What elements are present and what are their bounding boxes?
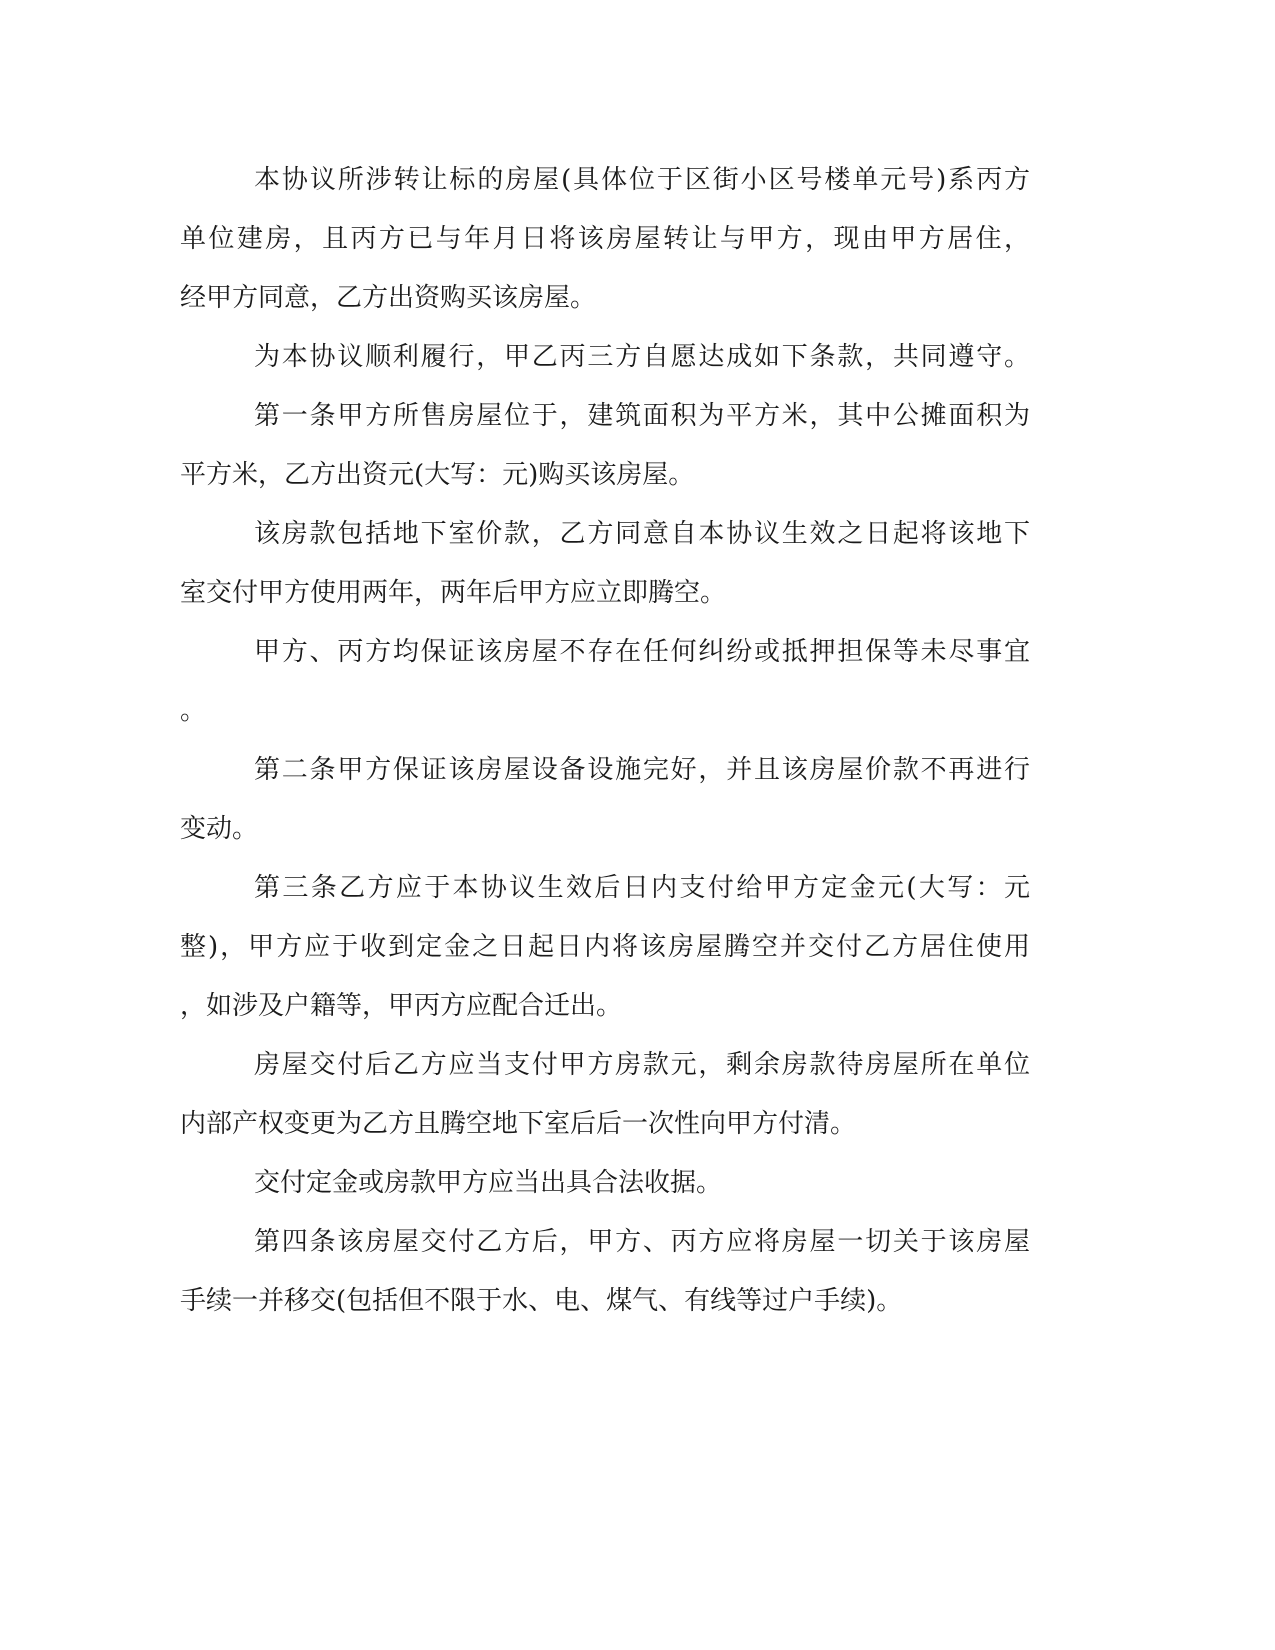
paragraph-line: 单位建房，且丙方已与年月日将该房屋转让与甲方，现由甲方居住， bbox=[180, 224, 1030, 254]
paragraph-line: 第二条甲方保证该房屋设备设施完好，并且该房屋价款不再进行 bbox=[254, 755, 1030, 785]
paragraph-line: 第一条甲方所售房屋位于，建筑面积为平方米，其中公摊面积为 bbox=[254, 401, 1030, 431]
paragraph-line: 内部产权变更为乙方且腾空地下室后后一次性向甲方付清。 bbox=[180, 1109, 857, 1139]
document-body bbox=[180, 151, 1030, 1331]
paragraph-line: 变动。 bbox=[180, 814, 259, 844]
paragraph-line: 平方米，乙方出资元(大写：元)购买该房屋。 bbox=[180, 460, 695, 490]
paragraph-line: 室交付甲方使用两年，两年后甲方应立即腾空。 bbox=[180, 578, 727, 608]
paragraph-line: 手续一并移交(包括但不限于水、电、煤气、有线等过户手续)。 bbox=[180, 1286, 903, 1316]
paragraph-line: 甲方、丙方均保证该房屋不存在任何纠纷或抵押担保等未尽事宜 bbox=[254, 637, 1030, 667]
paragraph-line: 房屋交付后乙方应当支付甲方房款元，剩余房款待房屋所在单位 bbox=[254, 1050, 1030, 1080]
paragraph-line: 为本协议顺利履行，甲乙丙三方自愿达成如下条款，共同遵守。 bbox=[254, 342, 1030, 372]
paragraph-line: 第三条乙方应于本协议生效后日内支付给甲方定金元(大写：元 bbox=[254, 873, 1030, 903]
paragraph-line: 该房款包括地下室价款，乙方同意自本协议生效之日起将该地下 bbox=[254, 519, 1030, 549]
paragraph-line: 第四条该房屋交付乙方后，甲方、丙方应将房屋一切关于该房屋 bbox=[254, 1227, 1030, 1257]
paragraph-line: 本协议所涉转让标的房屋(具体位于区街小区号楼单元号)系丙方 bbox=[254, 165, 1030, 195]
paragraph-line: 交付定金或房款甲方应当出具合法收据。 bbox=[254, 1168, 723, 1198]
paragraph-line: 整)，甲方应于收到定金之日起日内将该房屋腾空并交付乙方居住使用 bbox=[180, 932, 1030, 962]
paragraph-line: 经甲方同意，乙方出资购买该房屋。 bbox=[180, 283, 597, 313]
paragraph-line: ，如涉及户籍等，甲丙方应配合迁出。 bbox=[180, 991, 623, 1021]
paragraph-line: 。 bbox=[180, 696, 207, 726]
